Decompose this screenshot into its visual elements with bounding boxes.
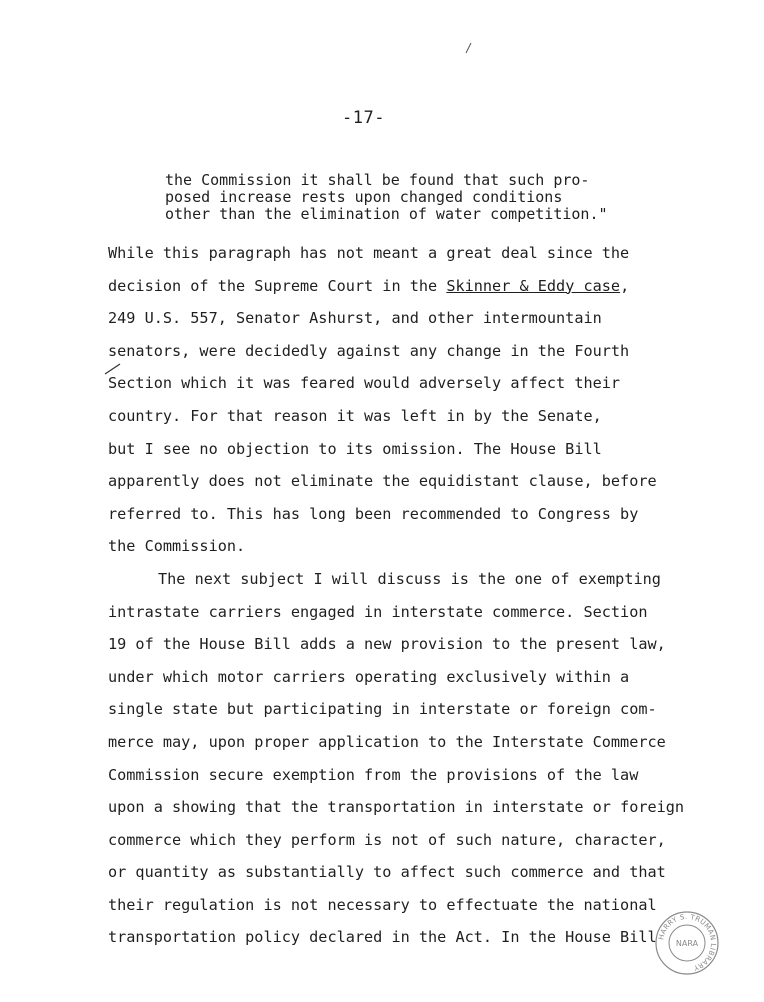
stamp-center-text: NARA [675,939,699,948]
text-line: under which motor carriers operating exclusively within a [108,667,630,686]
text-line: referred to. This has long been recommended to Congress by [108,504,639,523]
stray-pen-mark [464,42,472,54]
text-line: Section which it was feared would adversely affect their [108,374,621,393]
text-line: intrastate carriers engaged in interstate commerce. Section [108,602,648,621]
case-citation: Skinner & Eddy case [446,276,621,295]
page-number: -17- [342,108,385,128]
text-segment: , [620,276,630,295]
text-line: upon a showing that the transportation in interstate or foreign [108,798,685,817]
archive-stamp-icon [654,910,720,976]
text-line: single state but participating in interstate or foreign com- [108,700,657,719]
text-line: apparently does not eliminate the equidistant clause, before [108,472,657,491]
text-line: transportation policy declared in the Act. In the House Bill [108,928,657,947]
quoted-statute-block [165,172,608,223]
text-line [108,270,684,303]
text-line: merce may, upon proper application to the Interstate Commerce [108,732,666,751]
text-line: country. For that reason it was left in by the Senate, [108,406,602,425]
quote-line: other than the elimination of water competition." [165,205,608,223]
text-line: Commission secure exemption from the provisions of the law [108,765,639,784]
text-line: 19 of the House Bill adds a new provision to the present law, [108,635,666,654]
body-text [108,237,684,954]
text-line: senators, were decidedly against any change in the Fourth [108,341,630,360]
text-segment: decision of the Supreme Court in the [108,276,447,295]
text-line: 249 U.S. 557, Senator Ashurst, and other intermountain [108,309,602,328]
paragraph-first-line: The next subject I will discuss is the one of exempting [158,569,661,588]
text-line: but I see no objection to its omission. The House Bill [108,439,602,458]
quote-line: the Commission it shall be found that such pro- [165,171,590,189]
text-line: While this paragraph has not meant a great deal since the [108,244,630,262]
text-line: their regulation is not necessary to effectuate the national [108,895,657,914]
stamp-ring-text: HARRY S. TRUMAN LIBRARY [657,912,718,972]
text-line: the Commission. [108,537,246,556]
text-line: or quantity as substantially to affect such commerce and that [108,863,666,882]
text-line: commerce which they perform is not of such nature, character, [108,830,666,849]
quote-line: posed increase rests upon changed conditions [165,188,563,206]
